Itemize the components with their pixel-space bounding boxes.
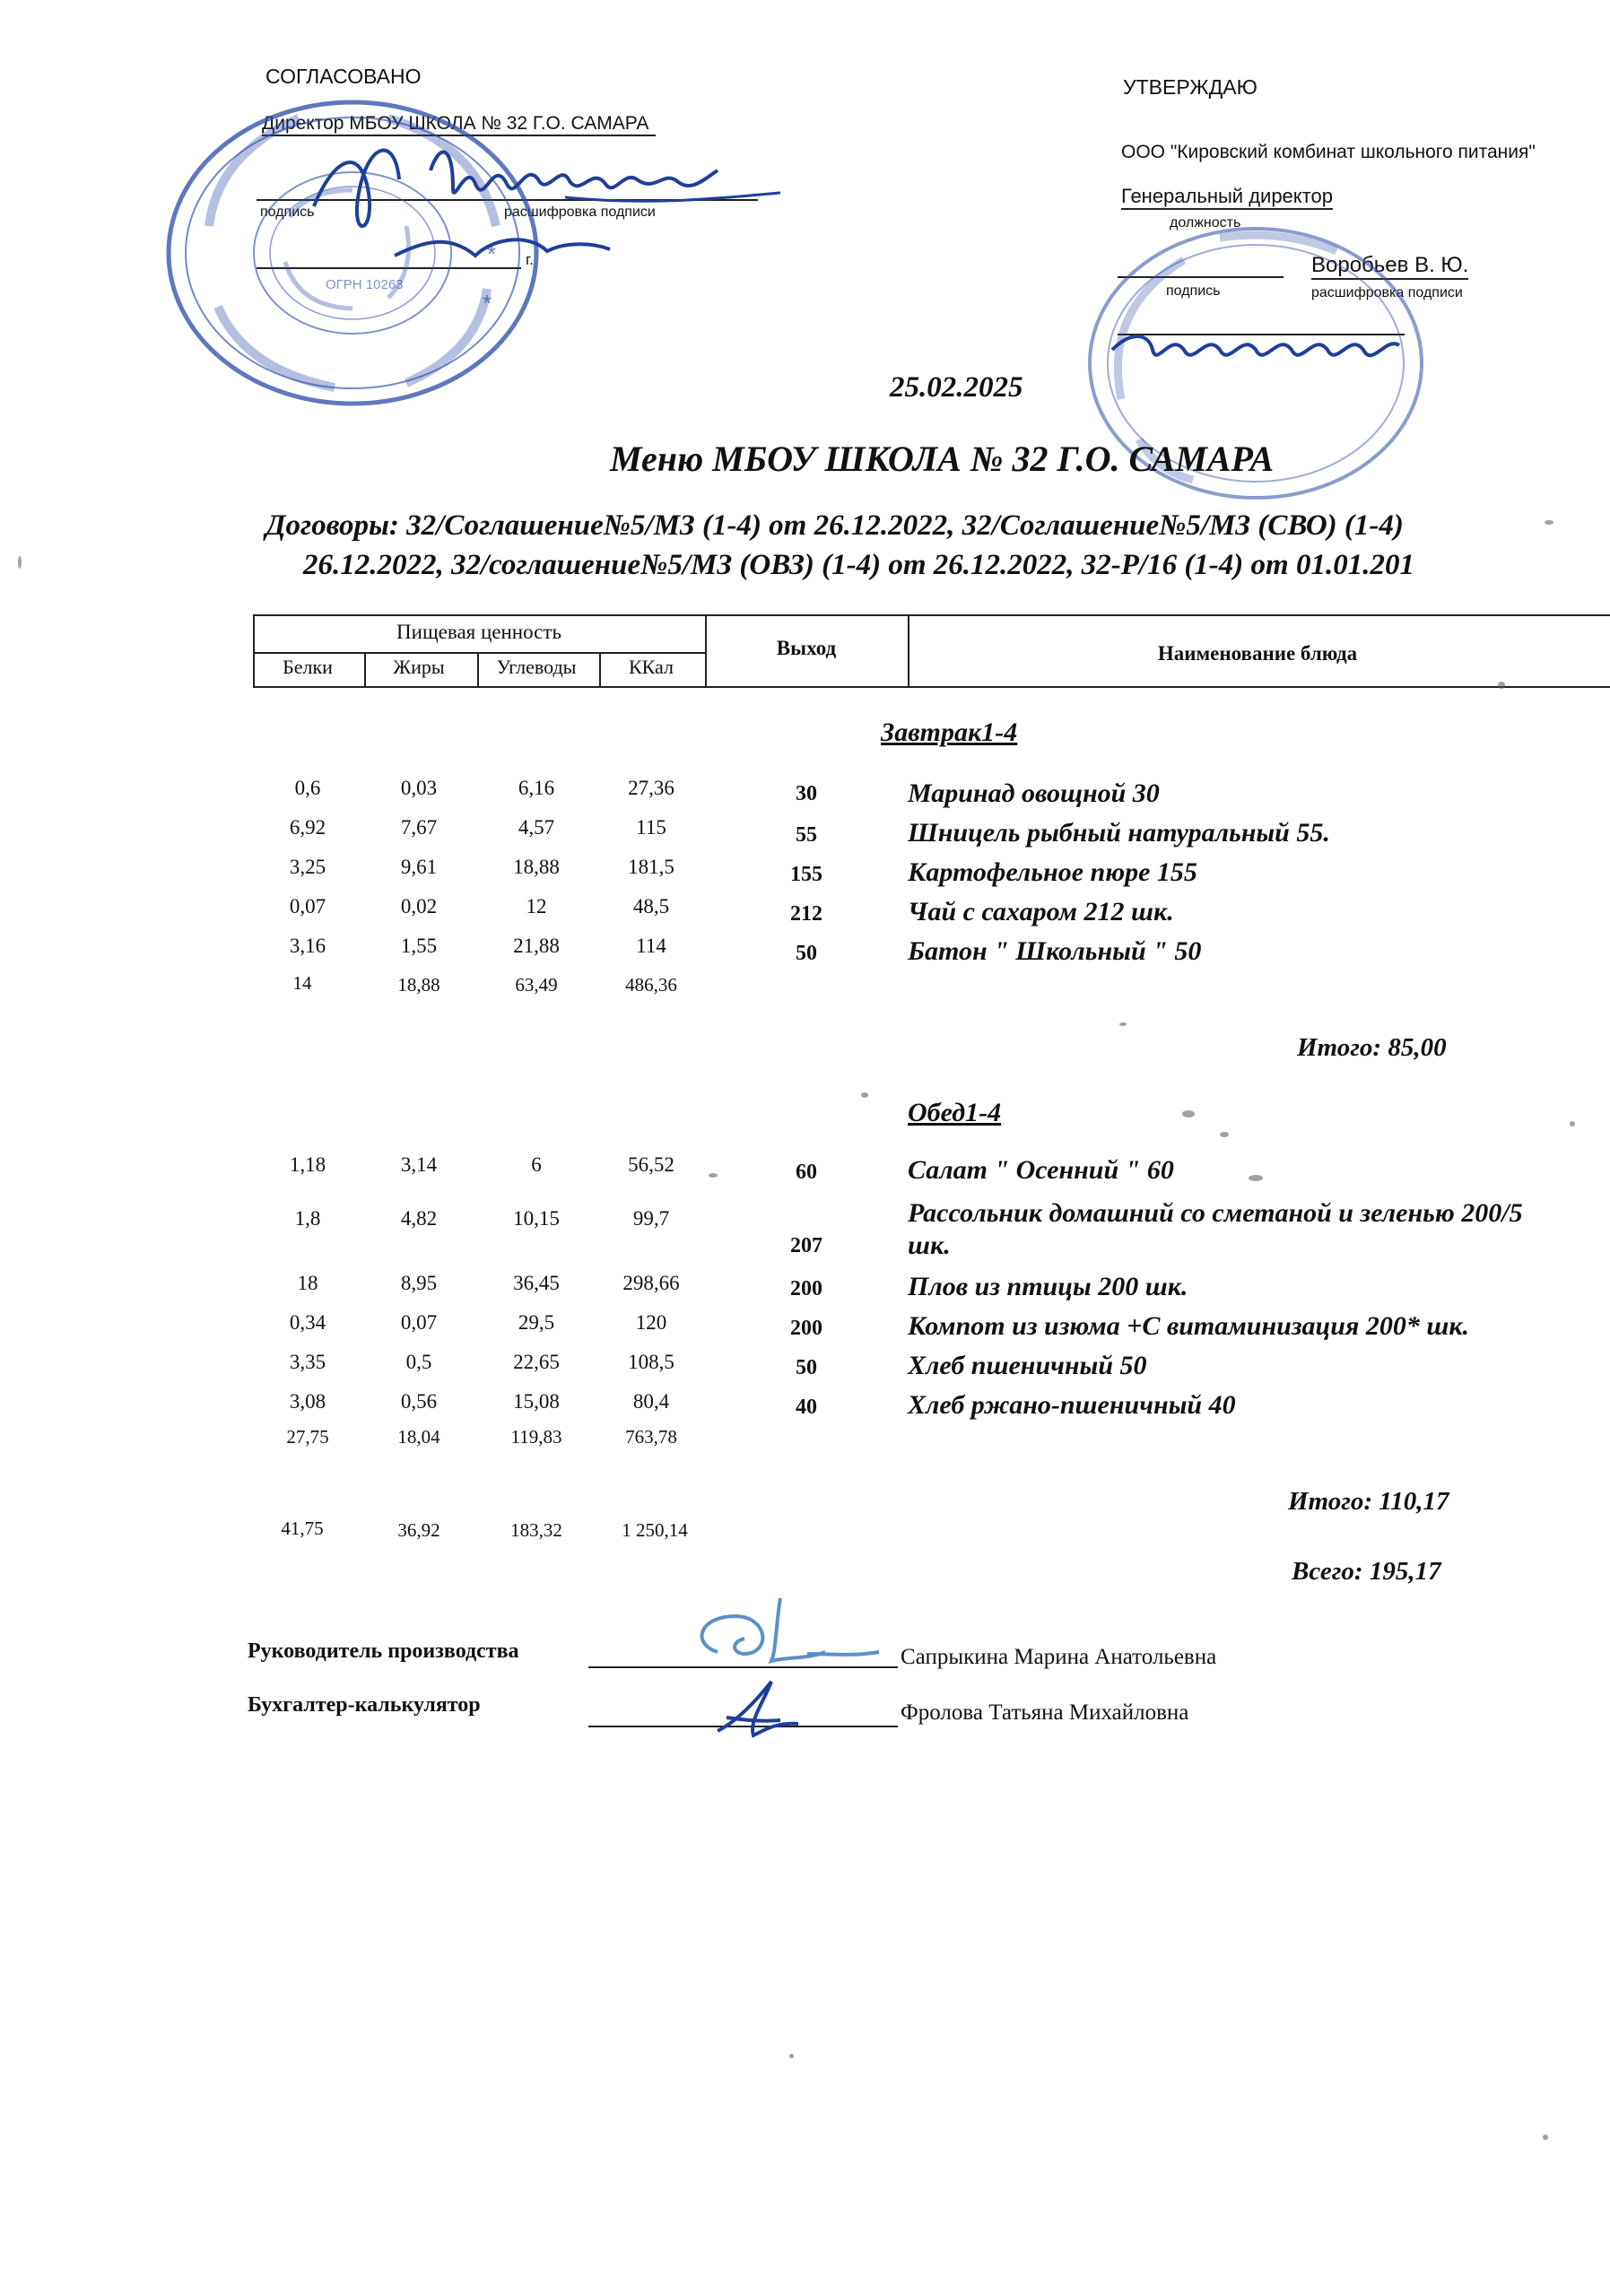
cell-output: 50 (796, 1356, 817, 1379)
approval-left-heading: СОГЛАСОВАНО (265, 65, 422, 88)
cell-carbs: 6 (531, 1153, 542, 1176)
cell-dish-name: Картофельное пюре 155 (908, 857, 1197, 887)
right-decode-label: расшифровка подписи (1311, 285, 1463, 300)
cell-proteins: 0,34 (289, 1311, 326, 1334)
lunch-total: Итого: 110,17 (1288, 1487, 1449, 1516)
scan-dust (1220, 1132, 1229, 1137)
cell-proteins: 0,6 (294, 777, 321, 799)
cell-output: 212 (790, 902, 822, 926)
scan-dust (18, 556, 22, 569)
cell-fats: 0,07 (400, 1311, 438, 1334)
approval-right-position-label: должность (1170, 215, 1241, 230)
cell-kcal: 80,4 (632, 1390, 670, 1413)
accountant-signature (700, 1668, 825, 1749)
cell-fats: 4,82 (400, 1207, 438, 1230)
cell-dish-name: Плов из птицы 200 шк. (908, 1272, 1188, 1301)
scan-dust (1545, 520, 1553, 525)
cell-output: 55 (796, 823, 817, 847)
signature-role-accountant: Бухгалтер-калькулятор (248, 1693, 481, 1717)
scan-dust (1249, 1175, 1263, 1181)
cell-kcal: 48,5 (632, 895, 670, 918)
cell-carbs: 22,65 (513, 1351, 560, 1373)
cell-kcal: 108,5 (628, 1351, 674, 1373)
cell-carbs: 36,45 (513, 1272, 560, 1294)
cell-dish-name: Батон " Школьный " 50 (908, 936, 1202, 966)
cell-proteins: 3,35 (289, 1351, 326, 1373)
scan-dust (789, 2054, 794, 2058)
cell-proteins: 3,08 (289, 1390, 326, 1413)
grand-fats: 36,92 (397, 1519, 440, 1541)
approval-right-company: ООО "Кировский комбинат школьного питания" (1121, 142, 1536, 162)
cell-kcal: 115 (636, 816, 666, 839)
breakfast-total: Итого: 85,00 (1297, 1033, 1447, 1062)
header-nutrition: Пищевая ценность (396, 621, 561, 643)
signature-role-production: Руководитель производства (248, 1639, 519, 1663)
cell-proteins: 1,18 (289, 1153, 326, 1176)
cell-carbs: 29,5 (518, 1311, 555, 1334)
signature-name-accountant: Фролова Татьяна Михайловна (901, 1700, 1189, 1725)
header-carbs: Углеводы (496, 656, 577, 678)
header-dish-name: Наименование блюда (1157, 642, 1358, 665)
scan-dust (1182, 1110, 1195, 1118)
cell-kcal: 114 (636, 935, 666, 957)
header-output: Выход (776, 637, 837, 659)
grand-carbs: 183,32 (510, 1519, 562, 1541)
approval-right-heading: УТВЕРЖДАЮ (1123, 75, 1258, 99)
cell-output: 207 (790, 1234, 822, 1257)
scan-dust (1543, 2135, 1548, 2140)
header-proteins: Белки (283, 656, 333, 678)
contracts-line-2: 26.12.2022, 32/соглашение№5/МЗ (ОВЗ) (1-4) от 26.12.2022, 32-Р/16 (1-4) от 01.01.201 (303, 549, 1414, 581)
cell-carbs: 10,15 (513, 1207, 560, 1230)
section-lunch-title: Обед1-4 (908, 1098, 1002, 1127)
cell-kcal: 298,66 (622, 1272, 680, 1294)
sum-proteins: 14 (292, 972, 312, 994)
scan-dust (1570, 1121, 1575, 1126)
cell-output: 200 (790, 1277, 822, 1300)
header-kcal: ККал (629, 656, 674, 678)
production-head-signature (691, 1589, 888, 1679)
cell-kcal: 181,5 (628, 856, 674, 878)
cell-dish-name: Чай с сахаром 212 шк. (908, 897, 1174, 926)
svg-text:ОГРН 10263: ОГРН 10263 (326, 277, 404, 292)
cell-fats: 0,03 (400, 777, 438, 799)
general-director-signature (1103, 314, 1426, 386)
cell-fats: 0,02 (400, 895, 438, 918)
cell-fats: 8,95 (400, 1272, 438, 1294)
sum-fats: 18,88 (397, 974, 440, 996)
scan-dust (1498, 682, 1505, 689)
cell-dish-name: Хлеб пшеничный 50 (908, 1351, 1147, 1380)
section-breakfast-title: Завтрак1-4 (881, 718, 1018, 747)
cell-fats: 9,61 (400, 856, 438, 878)
cell-kcal: 99,7 (632, 1207, 670, 1230)
grand-kcal: 1 250,14 (622, 1519, 688, 1541)
cell-fats: 0,5 (405, 1351, 432, 1373)
document-title: Меню МБОУ ШКОЛА № 32 Г.О. САМАРА (610, 439, 1275, 479)
cell-dish-name: Маринад овощной 30 (908, 778, 1160, 808)
cell-proteins: 3,25 (289, 856, 326, 878)
cell-proteins: 18 (297, 1272, 318, 1294)
sum-proteins: 27,75 (286, 1426, 329, 1448)
cell-fats: 3,14 (400, 1153, 438, 1176)
header-fats: Жиры (393, 656, 445, 678)
cell-carbs: 18,88 (513, 856, 560, 878)
cell-kcal: 56,52 (628, 1153, 674, 1176)
scan-dust (861, 1092, 868, 1098)
cell-dish-name: Салат " Осенний " 60 (908, 1155, 1174, 1185)
sum-fats: 18,04 (397, 1426, 440, 1448)
approval-right-name: Воробьев В. Ю. (1311, 253, 1468, 280)
cell-output: 50 (796, 942, 817, 965)
svg-text:*: * (487, 240, 497, 267)
cell-carbs: 12 (526, 895, 547, 918)
svg-text:*: * (483, 290, 492, 317)
cell-dish-name: Хлеб ржано-пшеничный 40 (908, 1390, 1236, 1420)
cell-output: 40 (796, 1396, 817, 1419)
cell-carbs: 15,08 (513, 1390, 560, 1413)
sum-kcal: 763,78 (625, 1426, 677, 1448)
cell-proteins: 0,07 (289, 895, 326, 918)
grand-total: Всего: 195,17 (1292, 1557, 1441, 1586)
left-date-suffix: г. (526, 251, 534, 268)
cell-output: 200 (790, 1317, 822, 1340)
director-signature (296, 108, 798, 287)
left-sign-label: подпись (260, 204, 315, 220)
cell-output: 60 (796, 1161, 817, 1184)
cell-proteins: 6,92 (289, 816, 326, 839)
cell-fats: 0,56 (400, 1390, 438, 1413)
right-sign-label: подпись (1166, 283, 1221, 299)
cell-carbs: 21,88 (513, 935, 560, 957)
approval-left-position: Директор МБОУ ШКОЛА № 32 Г.О. САМАРА (262, 113, 656, 136)
scan-dust (709, 1173, 718, 1178)
cell-proteins: 1,8 (294, 1207, 321, 1230)
cell-fats: 1,55 (400, 935, 438, 957)
signature-name-production: Сапрыкина Марина Анатольевна (901, 1645, 1217, 1669)
scan-dust (1119, 1022, 1127, 1026)
cell-dish-name-continued: шк. (908, 1231, 951, 1260)
sum-carbs: 119,83 (510, 1426, 562, 1448)
cell-dish-name: Компот из изюма +С витаминизация 200* шк. (908, 1311, 1470, 1341)
cell-output: 155 (790, 863, 822, 886)
left-decode-label: расшифровка подписи (504, 204, 656, 220)
sum-carbs: 63,49 (515, 974, 558, 996)
cell-dish-name: Рассольник домашний со сметаной и зеленью 200/5 (908, 1198, 1523, 1228)
sum-kcal: 486,36 (625, 974, 677, 996)
contracts-line-1: Договоры: 32/Соглашение№5/МЗ (1-4) от 26.12.2022, 32/Соглашение№5/МЗ (СВО) (1-4) (265, 509, 1404, 542)
cell-carbs: 4,57 (518, 816, 555, 839)
approval-right-position: Генеральный директор (1121, 185, 1333, 210)
cell-dish-name: Шницель рыбный натуральный 55. (908, 818, 1330, 848)
grand-proteins: 41,75 (281, 1518, 324, 1539)
cell-kcal: 120 (635, 1311, 667, 1334)
cell-output: 30 (796, 782, 817, 805)
cell-carbs: 6,16 (518, 777, 555, 799)
cell-kcal: 27,36 (628, 777, 674, 799)
cell-proteins: 3,16 (289, 935, 326, 957)
document-date: 25.02.2025 (890, 371, 1023, 404)
cell-fats: 7,67 (400, 816, 438, 839)
